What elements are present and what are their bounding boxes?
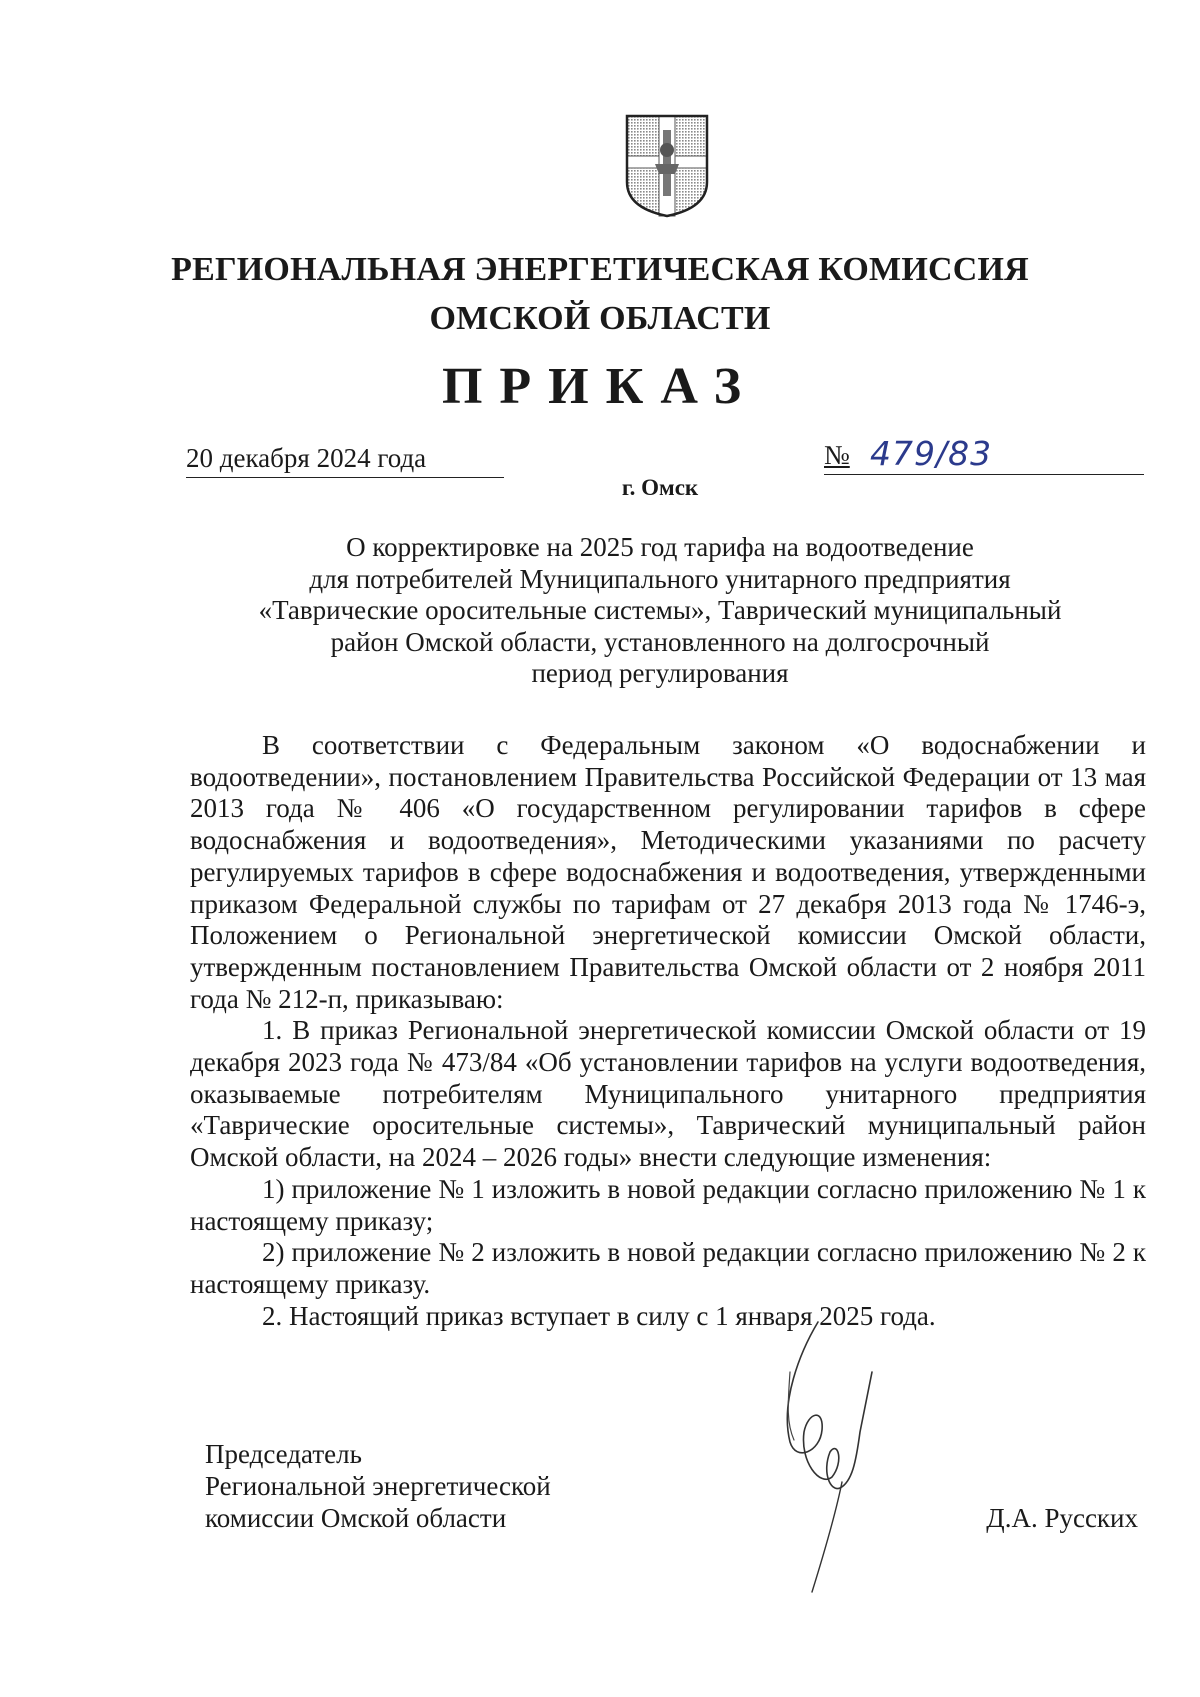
handwritten-signature [760,1312,900,1602]
signatory-name: Д.А. Русских [986,1503,1138,1533]
signatory-title [205,1438,551,1534]
organization-name-line2: ОМСКОЙ ОБЛАСТИ [429,300,771,337]
body-paragraph-item-2: 2. Настоящий приказ вступает в силу с 1 января 2025 года. [262,1300,936,1331]
subject-line: О корректировке на 2025 год тарифа на водоотведение [346,532,974,562]
signatory-title-line: Председатель [205,1439,362,1469]
signatory-title-line: Региональной энергетической [205,1471,551,1501]
subject-line: «Таврические оросительные системы», Таврический муниципальный [258,595,1062,626]
coat-of-arms-emblem [619,110,715,220]
subject-line: район Омской области, установленного на долгосрочный [330,626,990,657]
organization-name-line1: РЕГИОНАЛЬНАЯ ЭНЕРГЕТИЧЕСКАЯ КОМИССИЯ [171,251,1029,288]
signatory-title-line: комиссии Омской области [205,1503,507,1533]
subject-line: для потребителей Муниципального унитарного предприятия [309,563,1011,594]
document-type-title: ПРИКАЗ [441,358,759,415]
order-subject [190,532,1130,690]
body-paragraph-subitem-1: 1) приложение № 1 изложить в новой редакции согласно приложению № 1 к настоящему приказу; [190,1173,1146,1236]
order-body [190,730,1146,1332]
order-date: 20 декабря 2024 года [186,441,504,478]
order-number-handwritten: 479/83 [870,434,993,473]
number-sign: № [824,440,850,470]
body-paragraph-preamble: В соответствии с Федеральным законом «О водоснабжении и водоотведении», постановлением Правительства Российской Федерации от 13 мая 2013 года № 406 «О государственном регулировании тарифов в сфере водоснабжения и водоотведения», Методическими указаниями по расчету регулируемых тарифов в сфере водоснабжения и водоотведения, утвержденными приказом Федеральной службы по тарифам от 27 декабря 2013 года № 1746-э, Положением о Региональной энергетической комиссии Омской области, утвержденным постановлением Правительства Омской области от 2 ноября 2011 года № 212-п, приказываю: [190,730,1146,1014]
subject-line: период регулирования [531,658,789,689]
body-paragraph-subitem-2: 2) приложение № 2 изложить в новой редакции согласно приложению № 2 к настоящему приказу. [190,1237,1146,1299]
city-label: г. Омск [621,475,699,500]
order-number-field [824,434,1144,475]
body-paragraph-item-1: 1. В приказ Региональной энергетической комиссии Омской области от 19 декабря 2023 года № 473/84 «Об установлении тарифов на услуги водоотведения, оказываемые потребителям Муниципального унитарного предприятия «Таврические оросительные системы», Таврический муниципальный район Омской области, на 2024 – 2026 годы» внести следующие изменения: [190,1015,1146,1173]
